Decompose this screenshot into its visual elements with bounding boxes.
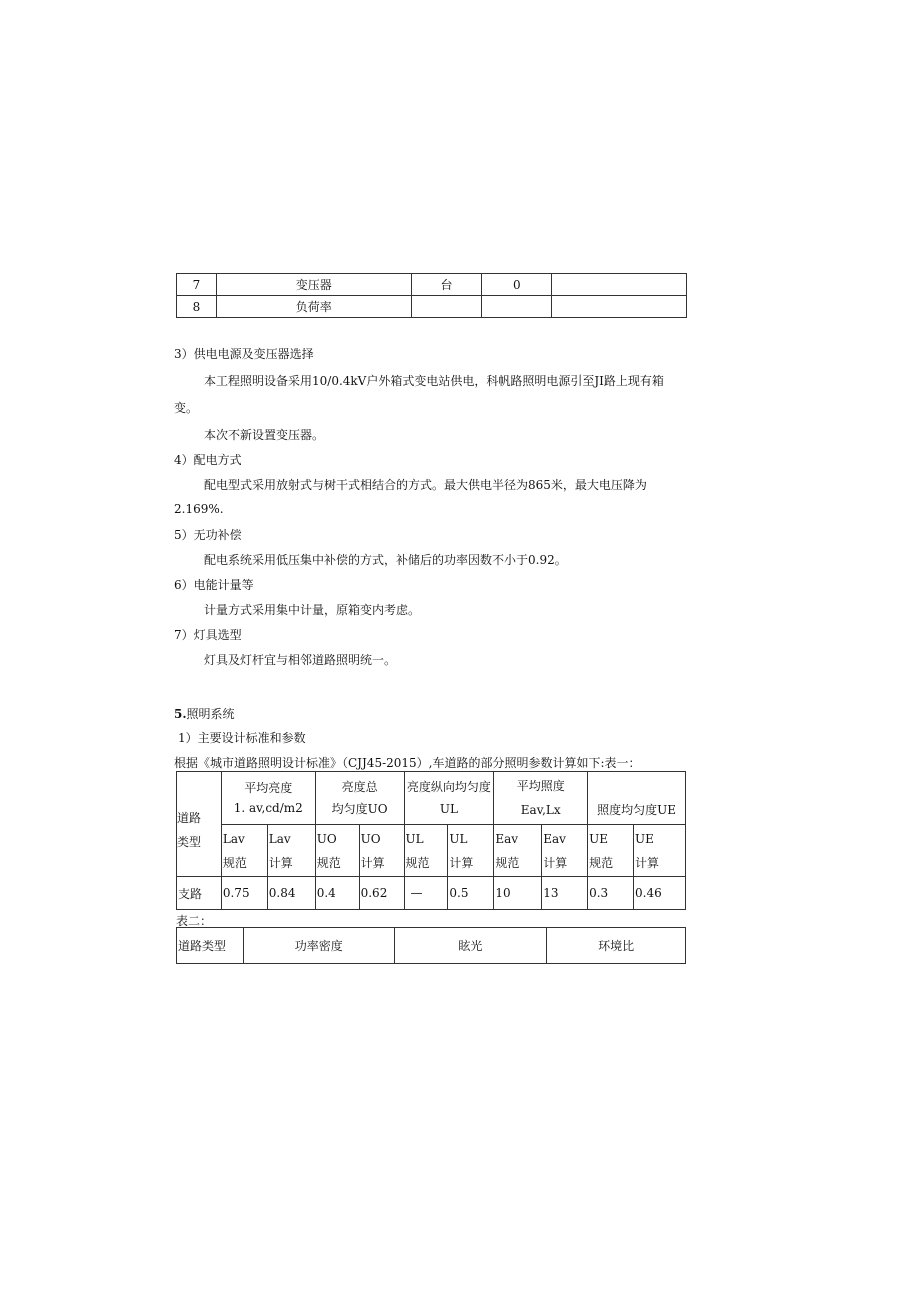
value-cell: 0.62 <box>359 877 404 910</box>
power-density-column-header: 功率密度 <box>243 928 394 964</box>
longitudinal-uniformity-label: 亮度纵向均匀度 <box>406 780 491 794</box>
table-row <box>177 877 686 910</box>
lighting-table-2 <box>176 927 686 964</box>
section-4-paragraph: 配电型式采用放射式与树干式相结合的方式。最大供电半径为865米，最大电压降为 <box>204 478 647 492</box>
road-type-label-2: 类型 <box>177 835 202 849</box>
subheader-cell: UL 计算 <box>448 825 494 877</box>
value-cell: 0.3 <box>588 877 634 910</box>
value-cell: — <box>404 877 448 910</box>
lighting-heading-number: 5. <box>174 707 187 721</box>
item-unit <box>411 296 482 318</box>
subheader-cell: UO 规范 <box>315 825 359 877</box>
lighting-heading-text: 照明系统 <box>186 707 235 721</box>
subheader-cell: UE 计算 <box>634 825 686 877</box>
longitudinal-uniformity-unit: UL <box>439 802 458 816</box>
section-3-paragraph-1: 本工程照明设备采用10/0.4kV户外箱式变电站供电，科帆路照明电源引至JI路上现有箱 <box>204 374 664 388</box>
avg-luminance-label: 平均亮度 <box>244 781 293 795</box>
item-note <box>552 274 687 296</box>
lighting-subheading: 1）主要设计标准和参数 <box>178 731 306 745</box>
item-name: 负荷率 <box>216 296 411 318</box>
section-5-paragraph: 配电系统采用低压集中补偿的方式，补储后的功率因数不小于0.92。 <box>204 553 567 567</box>
value-cell: 0.84 <box>267 877 315 910</box>
section-3-heading: 3）供电电源及变压器选择 <box>174 347 314 361</box>
section-4-heading: 4）配电方式 <box>174 453 242 467</box>
road-type-label-1: 道路 <box>177 811 202 825</box>
value-cell: 13 <box>542 877 588 910</box>
section-7-paragraph: 灯具及灯杆宜与相邻道路照明统一。 <box>204 653 397 667</box>
table-header-row <box>177 928 686 964</box>
road-type-column-header: 道路类型 <box>177 928 244 964</box>
subheader-cell: UO 计算 <box>359 825 404 877</box>
section-3-paragraph-2: 本次不新设置变压器。 <box>204 428 325 442</box>
subheader-cell: UE 规范 <box>588 825 634 877</box>
overall-uniformity-unit: 均匀度UO <box>331 802 388 816</box>
row-number: 8 <box>177 296 217 318</box>
road-type-header <box>177 772 222 877</box>
table-2-label: 表二： <box>176 914 213 928</box>
avg-illuminance-unit: Eav,Lx <box>520 803 561 817</box>
item-name: 变压器 <box>216 274 411 296</box>
item-quantity: 0 <box>482 274 552 296</box>
section-5-heading: 5）无功补偿 <box>174 528 242 542</box>
item-note <box>552 296 687 318</box>
value-cell: 0.4 <box>315 877 359 910</box>
lighting-parameters-table <box>176 771 686 910</box>
subheader-cell: Lav 规范 <box>221 825 267 877</box>
subheader-cell: Lav 计算 <box>267 825 315 877</box>
table-row <box>177 296 687 318</box>
section-7-heading: 7）灯具选型 <box>174 628 242 642</box>
longitudinal-uniformity-header <box>404 772 494 825</box>
value-cell: 10 <box>494 877 542 910</box>
environment-ratio-column-header: 环境比 <box>547 928 686 964</box>
equipment-table <box>176 273 687 318</box>
value-cell: 0.75 <box>221 877 267 910</box>
glare-column-header: 眩光 <box>394 928 547 964</box>
avg-luminance-header <box>221 772 315 825</box>
subheader-cell: Eav 规范 <box>494 825 542 877</box>
section-4-paragraph-cont: 2.169%. <box>174 502 224 516</box>
item-unit: 台 <box>411 274 482 296</box>
table-header-row <box>177 772 686 825</box>
lighting-heading <box>174 705 235 722</box>
table-row <box>177 274 687 296</box>
section-6-paragraph: 计量方式采用集中计量，原箱变内考虑。 <box>204 603 421 617</box>
road-type-cell: 支路 <box>177 877 222 910</box>
subheader-cell: Eav 计算 <box>542 825 588 877</box>
section-3-paragraph-1-cont: 变。 <box>174 401 199 415</box>
section-6-heading: 6）电能计量等 <box>174 578 254 592</box>
avg-luminance-unit: 1. av,cd/m2 <box>233 801 303 815</box>
illuminance-uniformity-header: 照度均匀度UE <box>588 772 686 825</box>
item-quantity <box>482 296 552 318</box>
avg-illuminance-header <box>494 772 588 825</box>
overall-uniformity-label: 亮度总 <box>341 780 378 794</box>
row-number: 7 <box>177 274 217 296</box>
value-cell: 0.5 <box>448 877 494 910</box>
subheader-cell: UL 规范 <box>404 825 448 877</box>
overall-uniformity-header <box>315 772 404 825</box>
avg-illuminance-label: 平均照度 <box>516 779 565 793</box>
lighting-intro: 根据《城市道路照明设计标准》（CJJ45-2015）,车道路的部分照明参数计算如下:表一： <box>174 756 641 770</box>
value-cell: 0.46 <box>634 877 686 910</box>
table-subheader-row <box>177 825 686 877</box>
